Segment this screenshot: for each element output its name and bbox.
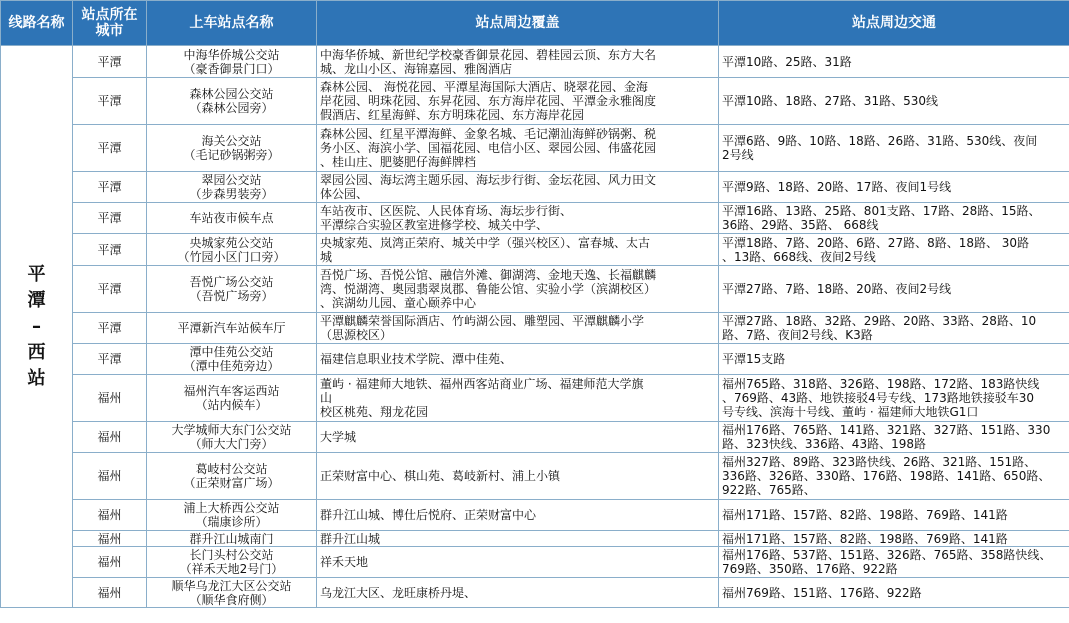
table-row — [1, 500, 1069, 531]
station-cell-line: 吾悦广场公交站 — [189, 275, 274, 289]
traffic-cell-line: 平潭27路、7路、18路、20路、夜间2号线 — [722, 282, 952, 296]
table-header-row — [1, 1, 1069, 46]
city-cell: 平潭 — [73, 125, 147, 172]
city-cell: 平潭 — [73, 344, 147, 375]
station-cell-line: 海关公交站 — [201, 134, 262, 148]
station-cell — [147, 266, 317, 313]
station-cell — [147, 125, 317, 172]
coverage-cell-line: 中海华侨城、新世纪学校豪香御景花园、碧桂园云顶、东方大名 — [320, 47, 657, 62]
table-row — [1, 203, 1069, 234]
coverage-cell-line: 乌龙江大区、龙旺康桥丹堤、 — [320, 585, 477, 600]
table-row — [1, 172, 1069, 203]
traffic-cell — [719, 203, 1069, 234]
station-cell — [147, 46, 317, 78]
station-cell-line: （顺华食府侧） — [189, 592, 274, 607]
traffic-cell-line: 336路、326路、330路、176路、198路、141路、650路、 — [722, 469, 1051, 483]
station-cell-line: （竹园小区门口旁） — [177, 249, 286, 264]
table-row — [1, 375, 1069, 422]
station-cell-line: 顺华乌龙江大区公交站 — [171, 578, 292, 593]
station-cell-line: 翠园公交站 — [201, 173, 262, 187]
header-city — [73, 1, 147, 46]
traffic-cell — [719, 375, 1069, 422]
coverage-cell-line: （思源校区） — [320, 328, 393, 342]
station-cell-line: 葛岐村公交站 — [195, 462, 268, 476]
table-row — [1, 422, 1069, 453]
station-cell-line: 大学城师大东门公交站 — [171, 423, 292, 437]
coverage-cell-line: 翠园公园、海坛湾主题乐园、海坛步行街、金坛花园、风力田文 — [320, 173, 657, 187]
station-cell — [147, 422, 317, 453]
coverage-cell-line: 山 — [320, 391, 333, 405]
traffic-cell-line: 福州176路、537路、151路、326路、765路、358路快线、 — [722, 548, 1052, 562]
traffic-cell — [719, 453, 1069, 500]
coverage-cell-line: 董屿 · 福建师大地铁、福州西客站商业广场、福建师范大学旗 — [320, 377, 644, 391]
coverage-cell — [317, 500, 719, 531]
traffic-cell-line: 平潭9路、18路、20路、17路、夜间1号线 — [722, 180, 952, 194]
station-cell — [147, 375, 317, 422]
city-cell: 平潭 — [73, 172, 147, 203]
traffic-cell-line: 路、323快线、336路、43路、198路 — [722, 437, 926, 451]
city-cell: 福州 — [73, 547, 147, 578]
coverage-cell-line: 正荣财富中心、棋山苑、葛岐新村、浦上小镇 — [320, 469, 561, 483]
coverage-cell — [317, 578, 719, 608]
city-cell: 福州 — [73, 578, 147, 608]
traffic-cell — [719, 234, 1069, 266]
station-cell — [147, 313, 317, 344]
traffic-cell — [719, 422, 1069, 453]
coverage-cell-line: 务小区、海滨小学、国福花园、电信小区、翠园公园、伟盛花园 — [320, 141, 657, 155]
traffic-cell — [719, 578, 1069, 608]
traffic-cell — [719, 172, 1069, 203]
traffic-cell — [719, 531, 1069, 547]
traffic-cell — [719, 266, 1069, 313]
coverage-cell-line: 假酒店、红星海鲜、东方明珠花园、东方海岸花园 — [320, 108, 585, 122]
coverage-cell — [317, 344, 719, 375]
city-cell: 平潭 — [73, 266, 147, 313]
station-cell-line: 中海华侨城公交站 — [183, 47, 280, 62]
traffic-cell — [719, 500, 1069, 531]
coverage-cell-line: 祥禾天地 — [320, 555, 369, 569]
coverage-cell-line: 、滨湖幼儿园、童心颐养中心 — [320, 296, 477, 310]
traffic-cell — [719, 313, 1069, 344]
line-name-char: 站 — [27, 367, 46, 389]
traffic-cell — [719, 125, 1069, 172]
line-name-char: – — [32, 315, 41, 337]
coverage-cell — [317, 422, 719, 453]
header-station: 上车站点名称 — [147, 1, 317, 46]
coverage-cell — [317, 78, 719, 125]
coverage-cell-line: 校区桃苑、翔龙花园 — [320, 405, 429, 419]
coverage-cell — [317, 375, 719, 422]
line-name-char: 潭 — [27, 289, 46, 311]
coverage-cell — [317, 531, 719, 547]
table-row — [1, 453, 1069, 500]
coverage-cell-line: 湾、悦湖湾、奥园翡翠岚郡、鲁能公馆、实验小学（滨湖校区） — [320, 282, 657, 296]
station-cell — [147, 578, 317, 608]
traffic-cell-line: 、769路、43路、地铁接驳4号专线、173路地铁接驳车30 — [722, 391, 1034, 405]
traffic-cell-line: 福州171路、157路、82路、198路、769路、141路 — [722, 531, 1008, 546]
header-traffic: 站点周边交通 — [719, 1, 1069, 46]
station-cell-line: （祥禾天地2号门） — [179, 562, 284, 576]
station-cell-line: （步森男装旁） — [189, 187, 274, 201]
city-cell: 平潭 — [73, 46, 147, 78]
station-cell — [147, 500, 317, 531]
station-cell-line: （瑞康诊所） — [195, 515, 268, 529]
city-cell: 福州 — [73, 375, 147, 422]
coverage-cell-line: 福建信息职业技术学院、潭中佳苑、 — [320, 352, 513, 366]
traffic-cell-line: 福州327路、89路、323路快线、26路、321路、151路、 — [722, 455, 1037, 469]
traffic-cell-line: 福州765路、318路、326路、198路、172路、183路快线 — [722, 377, 1040, 391]
traffic-cell — [719, 547, 1069, 578]
header-city-text: 站点所在城市 — [81, 7, 138, 39]
coverage-cell — [317, 172, 719, 203]
coverage-cell — [317, 453, 719, 500]
traffic-cell — [719, 78, 1069, 125]
station-cell — [147, 453, 317, 500]
table-row — [1, 125, 1069, 172]
traffic-cell-line: 922路、765路、 — [722, 483, 816, 497]
line-name-char: 西 — [27, 341, 46, 363]
coverage-cell — [317, 547, 719, 578]
station-cell-line: （师大大门旁） — [189, 437, 274, 451]
traffic-cell — [719, 46, 1069, 78]
traffic-cell-line: 路、7路、夜间2号线、K3路 — [722, 328, 873, 342]
traffic-cell-line: 福州176路、765路、141路、321路、327路、151路、330 — [722, 423, 1051, 437]
traffic-cell-line: 平潭10路、25路、31路 — [722, 54, 852, 69]
city-cell: 平潭 — [73, 313, 147, 344]
traffic-cell-line: 平潭10路、18路、27路、31路、530线 — [722, 94, 938, 108]
line-name-char: 平 — [27, 263, 46, 285]
coverage-cell-line: 车站夜市、区医院、人民体育场、海坛步行街、 — [320, 204, 573, 218]
station-cell-line: 群升江山城南门 — [189, 531, 274, 546]
table-row — [1, 578, 1069, 608]
station-cell-line: （站内候车） — [195, 398, 268, 412]
traffic-cell-line: 769路、350路、176路、922路 — [722, 562, 898, 576]
station-cell — [147, 234, 317, 266]
station-cell-line: 福州汽车客运西站 — [183, 384, 280, 398]
station-cell — [147, 344, 317, 375]
station-cell-line: 车站夜市候车点 — [189, 211, 274, 225]
station-cell — [147, 547, 317, 578]
coverage-cell-line: 体公园、 — [320, 187, 369, 201]
station-cell-line: （吾悦广场旁） — [189, 289, 274, 303]
traffic-cell-line: 号专线、滨海十号线、董屿 · 福建师大地铁G1口 — [722, 405, 979, 419]
city-cell: 福州 — [73, 422, 147, 453]
coverage-cell-line: 城、龙山小区、海锦嘉园、雅阁酒店 — [320, 61, 513, 76]
coverage-cell-line: 大学城 — [320, 430, 357, 444]
station-cell-line: （正荣财富广场） — [183, 476, 280, 490]
header-coverage: 站点周边覆盖 — [317, 1, 719, 46]
table-row — [1, 234, 1069, 266]
table-row — [1, 531, 1069, 547]
traffic-cell-line: 平潭16路、13路、25路、801支路、17路、28路、15路、 — [722, 204, 1041, 218]
coverage-cell-line: 群升江山城、博仕后悦府、正荣财富中心 — [320, 508, 537, 522]
city-cell: 平潭 — [73, 203, 147, 234]
table-row — [1, 266, 1069, 313]
station-cell — [147, 203, 317, 234]
coverage-cell-line: 央城家苑、岚湾正荣府、城关中学（强兴校区）、富春城、太古 — [320, 235, 651, 250]
station-cell — [147, 531, 317, 547]
city-cell: 福州 — [73, 453, 147, 500]
coverage-cell-line: 平潭综合实验区教室进修学校、城关中学、 — [320, 218, 549, 232]
station-cell-line: 平潭新汽车站候车厅 — [177, 321, 286, 335]
station-cell-line: 潭中佳苑公交站 — [189, 345, 274, 359]
coverage-cell — [317, 203, 719, 234]
station-cell-line: （森林公园旁） — [189, 101, 274, 115]
city-cell: 平潭 — [73, 78, 147, 125]
traffic-cell-line: 36路、29路、35路、 668线 — [722, 218, 879, 232]
traffic-cell-line: 平潭18路、7路、20路、6路、27路、8路、18路、 30路 — [722, 235, 1030, 250]
table-row — [1, 313, 1069, 344]
coverage-cell-line: 、桂山庄、肥婆肥仔海鲜牌档 — [320, 155, 477, 169]
station-cell-line: 长门头村公交站 — [189, 548, 274, 562]
city-cell: 平潭 — [73, 234, 147, 266]
traffic-cell-line: 福州171路、157路、82路、198路、769路、141路 — [722, 508, 1008, 522]
coverage-cell-line: 森林公园、红星平潭海鲜、金象名城、毛记潮汕海鲜砂锅粥、税 — [320, 127, 657, 141]
traffic-cell-line: 2号线 — [722, 148, 754, 162]
traffic-cell-line: 福州769路、151路、176路、922路 — [722, 585, 922, 600]
traffic-cell-line: 平潭27路、18路、32路、29路、20路、33路、28路、10 — [722, 314, 1037, 328]
coverage-cell — [317, 125, 719, 172]
station-cell-line: 央城家苑公交站 — [189, 235, 274, 250]
station-cell-line: （潭中佳苑旁边） — [183, 359, 280, 373]
coverage-cell-line: 森林公园、 海悦花园、平潭星海国际大酒店、晓翠花园、金海 — [320, 80, 648, 94]
city-cell: 福州 — [73, 531, 147, 547]
traffic-cell-line: 平潭6路、9路、10路、18路、26路、31路、530线、夜间 — [722, 134, 1038, 148]
coverage-cell-line: 城 — [320, 249, 333, 264]
table-row — [1, 547, 1069, 578]
coverage-cell-line: 平潭麒麟荣誉国际酒店、竹屿湖公园、雕塑园、平潭麒麟小学 — [320, 314, 645, 328]
station-cell — [147, 172, 317, 203]
station-cell-line: 森林公园公交站 — [189, 87, 274, 101]
table-row — [1, 46, 1069, 78]
coverage-cell-line: 群升江山城 — [320, 531, 381, 546]
station-cell-line: 浦上大桥西公交站 — [183, 501, 280, 515]
station-cell — [147, 78, 317, 125]
station-cell-line: （毛记砂锅粥旁） — [183, 148, 280, 162]
traffic-cell-line: 、13路、668线、夜间2号线 — [722, 249, 876, 264]
coverage-cell — [317, 313, 719, 344]
table-row — [1, 78, 1069, 125]
line-name-cell — [1, 46, 73, 608]
coverage-cell — [317, 234, 719, 266]
coverage-cell — [317, 266, 719, 313]
traffic-cell-line: 平潭15支路 — [722, 352, 786, 366]
table-row — [1, 344, 1069, 375]
coverage-cell — [317, 46, 719, 78]
city-cell: 福州 — [73, 500, 147, 531]
coverage-cell-line: 岸花园、明珠花园、东昇花园、东方海岸花园、平潭金永雅阁度 — [320, 94, 657, 108]
traffic-cell — [719, 344, 1069, 375]
coverage-cell-line: 吾悦广场、吾悦公馆、融信外滩、御湖湾、金地天逸、长福麒麟 — [320, 268, 657, 282]
station-cell-line: （豪香御景门口） — [183, 61, 280, 76]
header-line-name: 线路名称 — [1, 1, 73, 46]
